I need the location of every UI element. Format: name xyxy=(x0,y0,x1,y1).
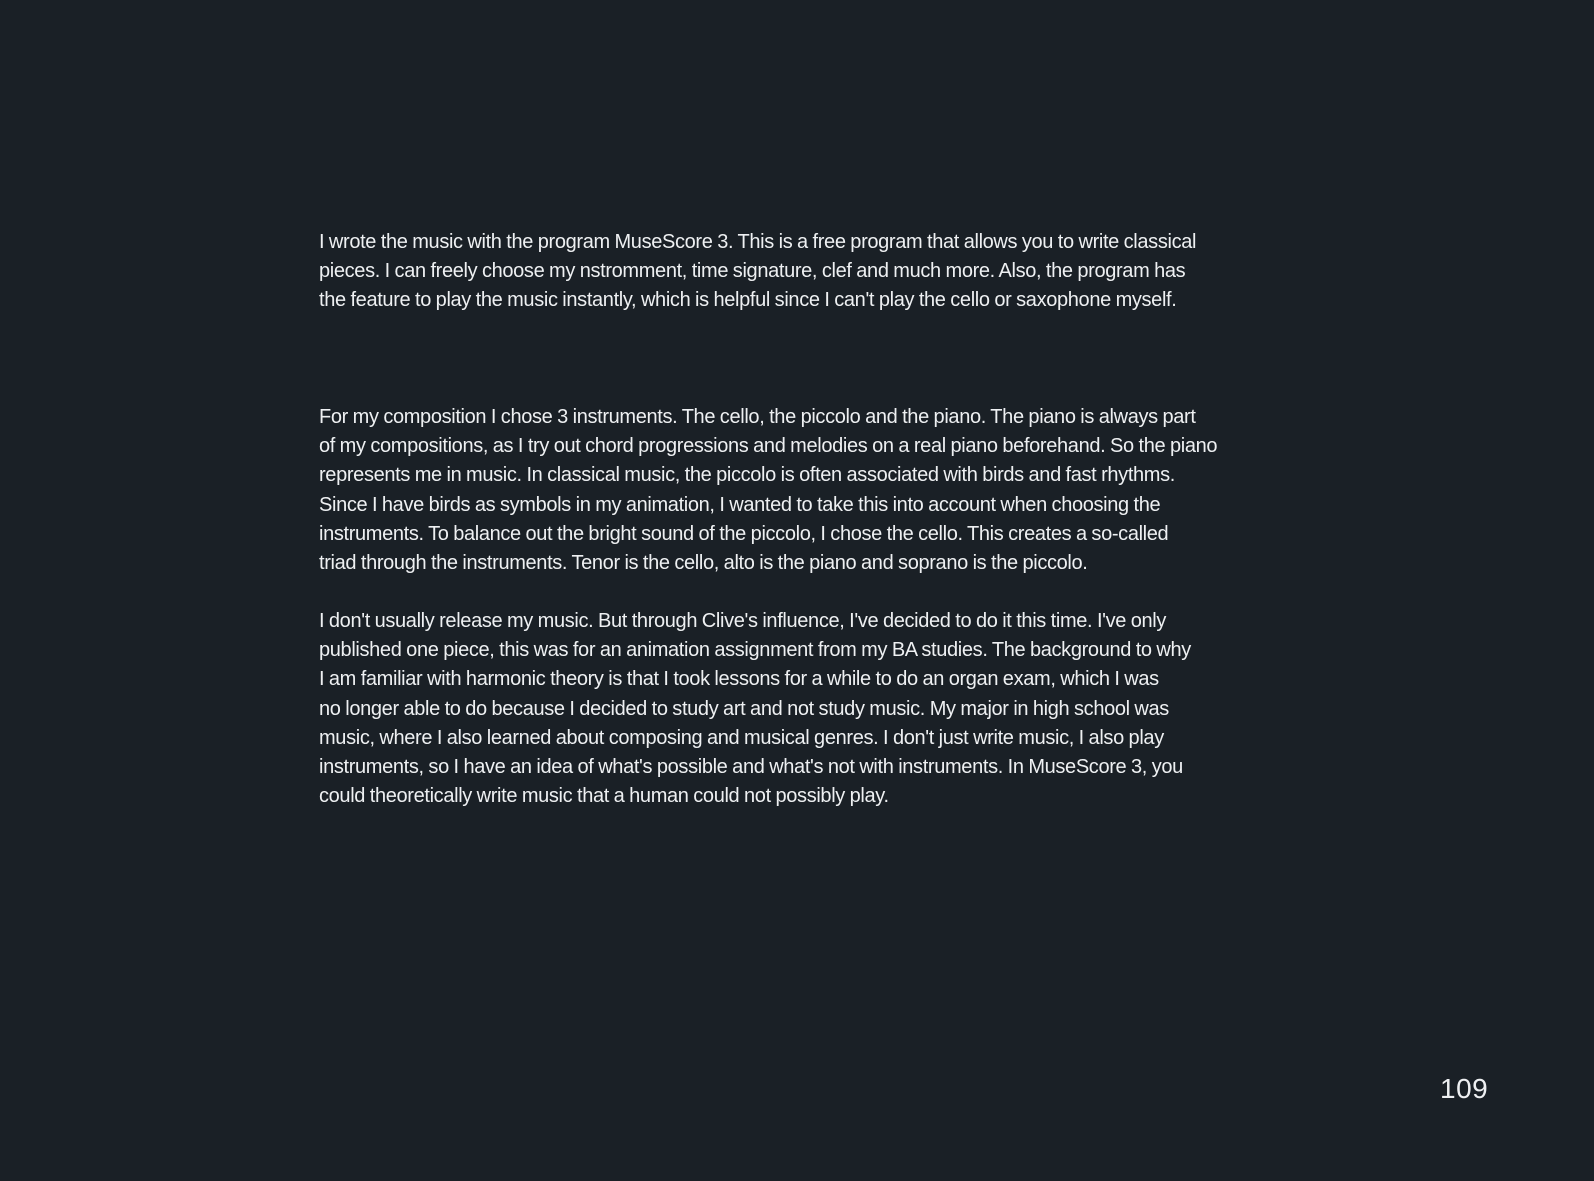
paragraph-line: published one piece, this was for an animation assignment from my BA studies. The background to why xyxy=(319,639,1191,662)
paragraph-line: could theoretically write music that a human could not possibly play. xyxy=(319,785,889,808)
paragraph-line: instruments. To balance out the bright sound of the piccolo, I chose the cello. This creates a so-called xyxy=(319,522,1169,545)
paragraph-line: I wrote the music with the program MuseScore 3. This is a free program that allows you to write classical xyxy=(319,231,1197,253)
paragraph-instruments xyxy=(319,403,1309,578)
paragraph-line: of my compositions, as I try out chord progressions and melodies on a real piano beforehand. So the piano xyxy=(319,435,1218,458)
paragraph-background xyxy=(319,607,1309,811)
paragraph-line: the feature to play the music instantly, which is helpful since I can't play the cello or saxophone myself. xyxy=(319,289,1177,312)
page-number: 109 xyxy=(1440,1073,1489,1104)
paragraph-line: instruments, so I have an idea of what's possible and what's not with instruments. In MuseScore 3, you xyxy=(319,756,1183,779)
paragraph-line: no longer able to do because I decided to study art and not study music. My major in high school was xyxy=(319,697,1169,720)
paragraph-line: For my composition I chose 3 instruments. The cello, the piccolo and the piano. The piano is always part xyxy=(319,406,1196,428)
paragraph-line: represents me in music. In classical music, the piccolo is often associated with birds and fast rhythms. xyxy=(319,464,1175,487)
paragraph-line: I am familiar with harmonic theory is that I took lessons for a while to do an organ exam, which I was xyxy=(319,668,1159,691)
paragraph-line: pieces. I can freely choose my nstromment, time signature, clef and much more. Also, the program has xyxy=(319,260,1186,283)
paragraph-line: triad through the instruments. Tenor is the cello, alto is the piano and soprano is the piccolo. xyxy=(319,552,1088,575)
paragraph-line: music, where I also learned about composing and musical genres. I don't just write music, I also play xyxy=(319,726,1164,749)
paragraph-musescore xyxy=(319,228,1309,316)
paragraph-line: Since I have birds as symbols in my animation, I wanted to take this into account when choosing the xyxy=(319,493,1161,516)
paragraph-line: I don't usually release my music. But through Clive's influence, I've decided to do it this time. I've only xyxy=(319,610,1167,632)
